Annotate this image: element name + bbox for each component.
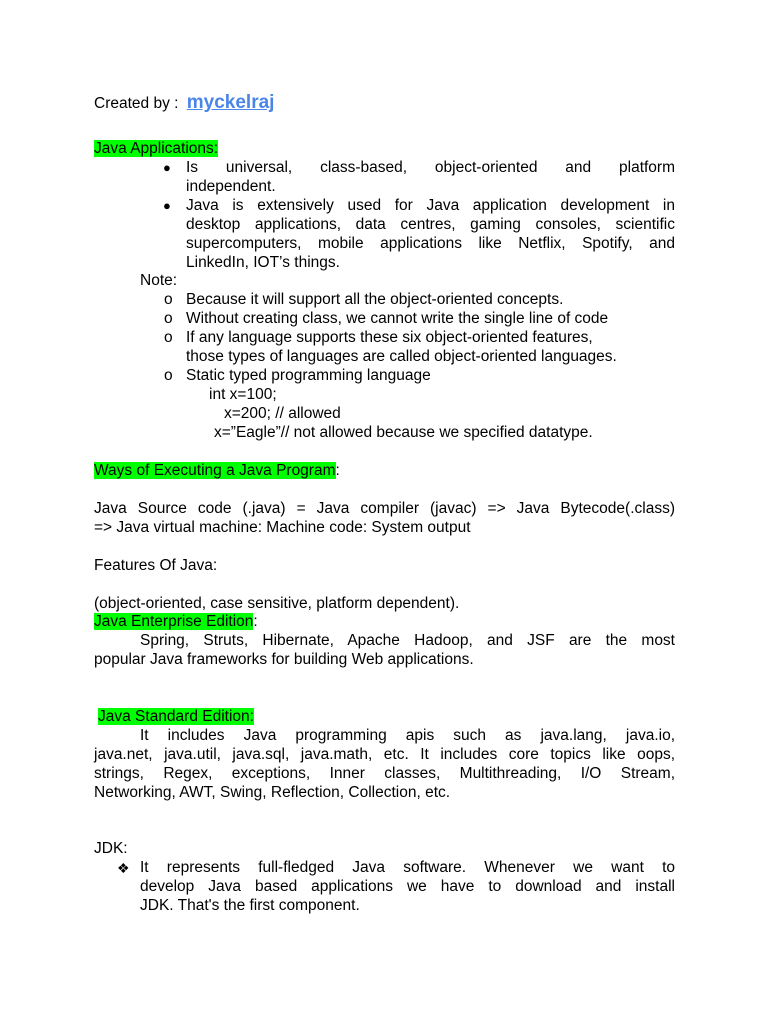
standard-line-1: It includes Java programming apis such as java.lang, java.io, <box>140 727 675 744</box>
code-line-2: x=200; // allowed <box>224 405 341 422</box>
java-app-bullet-2-line-4: LinkedIn, IOT’s things. <box>186 254 340 271</box>
standard-heading-text: Java Standard Edition: <box>98 708 254 725</box>
jdk-line-2: develop Java based applications we have to download and install <box>140 878 675 895</box>
note-item-1: Because it will support all the object-oriented concepts. <box>186 291 564 308</box>
bullet-disc-icon: ● <box>163 160 171 175</box>
code-line-3: x=”Eagle”// not allowed because we specified datatype. <box>214 424 593 441</box>
jdk-line-3: JDK. That's the first component. <box>140 897 360 914</box>
bullet-circle-icon: o <box>164 291 173 308</box>
enterprise-heading <box>94 613 258 631</box>
standard-heading <box>98 708 254 726</box>
note-item-4: Static typed programming language <box>186 367 431 384</box>
ways-line-2: => Java virtual machine: Machine code: System output <box>94 519 471 536</box>
enterprise-line-1: Spring, Struts, Hibernate, Apache Hadoop, and JSF are the most <box>140 632 675 649</box>
java-applications-heading-text: Java Applications: <box>94 140 219 157</box>
bullet-disc-icon: ● <box>163 198 171 213</box>
java-app-bullet-2-line-3: supercomputers, mobile applications like Netflix, Spotify, and <box>186 235 675 252</box>
bullet-circle-icon: o <box>164 367 173 384</box>
enterprise-heading-text: Java Enterprise Edition <box>94 613 254 630</box>
created-by-label: Created by : <box>94 95 179 112</box>
java-app-bullet-2-line-1: Java is extensively used for Java application development in <box>186 197 675 214</box>
ways-heading-suffix: : <box>335 462 340 479</box>
standard-line-4: Networking, AWT, Swing, Reflection, Collection, etc. <box>94 784 451 801</box>
features-heading: Features Of Java: <box>94 557 218 574</box>
java-applications-heading <box>94 140 218 158</box>
jdk-heading: JDK: <box>94 840 128 857</box>
bullet-diamond-icon: ❖ <box>117 860 130 876</box>
ways-heading <box>94 462 340 480</box>
java-app-bullet-2-line-2: desktop applications, data centres, gaming consoles, scientific <box>186 216 675 233</box>
enterprise-heading-suffix: : <box>253 613 258 630</box>
bullet-circle-icon: o <box>164 310 173 327</box>
features-text: (object-oriented, case sensitive, platform dependent). <box>94 595 460 612</box>
note-item-3-line-2: those types of languages are called object-oriented languages. <box>186 348 617 365</box>
jdk-line-1: It represents full-fledged Java software. Whenever we want to <box>140 859 675 876</box>
author-link[interactable]: myckelraj <box>186 92 275 113</box>
ways-line-1: Java Source code (.java) = Java compiler (javac) => Java Bytecode(.class) <box>94 500 675 517</box>
note-item-3-line-1: If any language supports these six object-oriented features, <box>186 329 593 346</box>
ways-heading-text: Ways of Executing a Java Program <box>94 462 336 479</box>
java-app-bullet-1-cont: independent. <box>186 178 276 195</box>
standard-line-3: strings, Regex, exceptions, Inner classes, Multithreading, I/O Stream, <box>94 765 675 782</box>
note-item-2: Without creating class, we cannot write the single line of code <box>186 310 609 327</box>
code-line-1: int x=100; <box>209 386 277 403</box>
created-by-line <box>94 94 274 113</box>
standard-line-2: java.net, java.util, java.sql, java.math, etc. It includes core topics like oops, <box>94 746 675 763</box>
enterprise-line-2: popular Java frameworks for building Web applications. <box>94 651 474 668</box>
java-app-bullet-1: Is universal, class-based, object-oriented and platform <box>186 159 675 176</box>
note-label: Note: <box>140 272 178 289</box>
bullet-circle-icon: o <box>164 329 173 346</box>
